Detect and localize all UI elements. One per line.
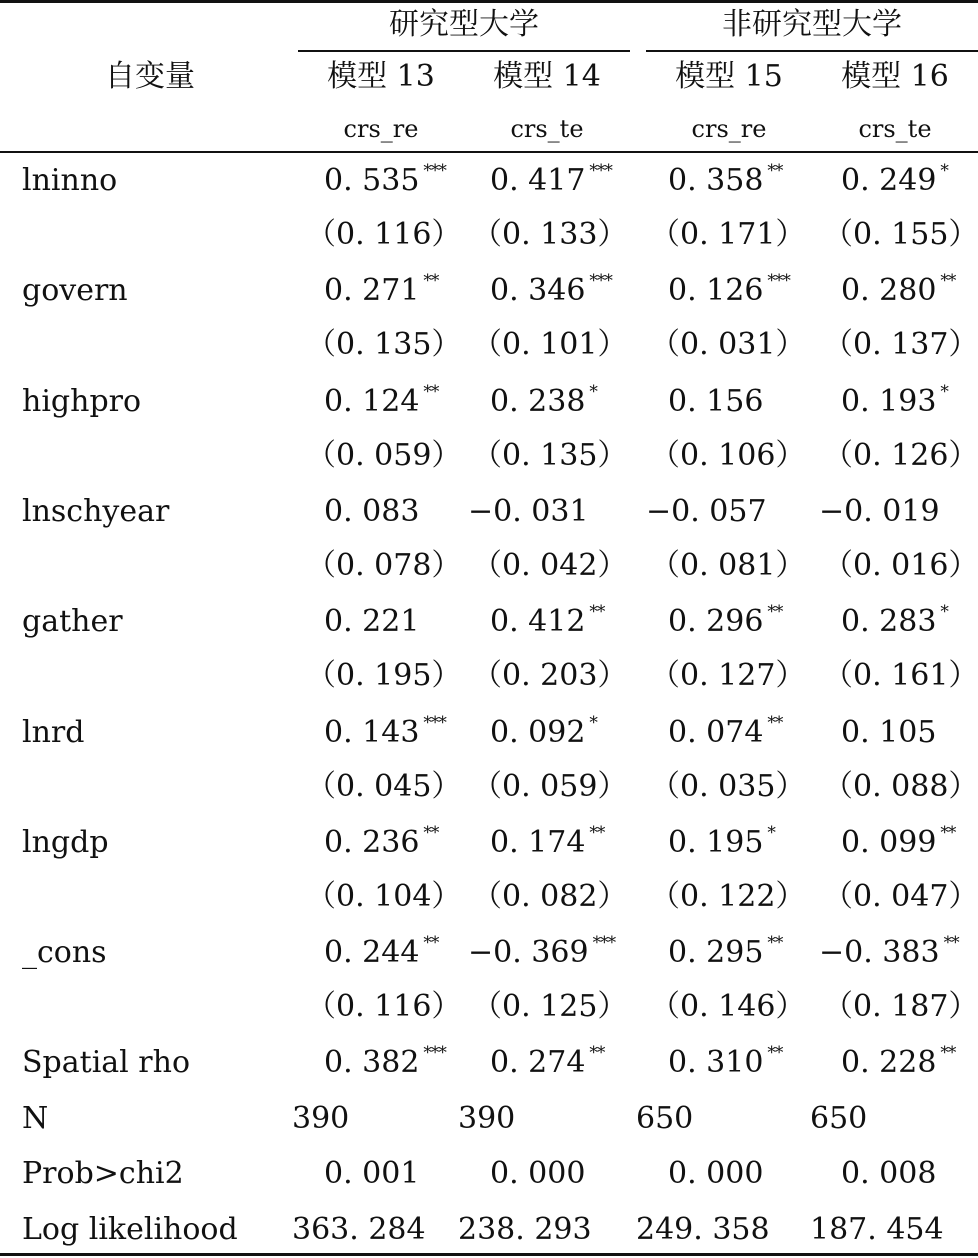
coefficient-cell — [324, 271, 439, 309]
coefficient-cell — [668, 383, 764, 419]
coefficient-cell — [668, 271, 790, 309]
group-underline-nonresearch — [646, 50, 978, 52]
standard-error-cell: （0. 045） — [306, 768, 462, 804]
coefficient-value: −0. 369 — [468, 935, 589, 971]
coefficient-value: 0. 174 — [490, 824, 586, 860]
coefficient-value: 0. 358 — [668, 163, 764, 198]
significance-stars: *** — [423, 712, 446, 733]
group-header-nonresearch: 非研究型大学 — [722, 7, 902, 42]
standard-error-cell: （0. 031） — [650, 327, 806, 363]
coefficient-value: 0. 271 — [324, 273, 420, 309]
coefficient-value: 0. 105 — [841, 714, 937, 750]
stat-value-cell — [292, 1100, 350, 1136]
variable-label-lnschyear: lnschyear — [22, 493, 170, 529]
coefficient-cell — [646, 493, 767, 529]
significance-stars: *** — [589, 271, 612, 292]
standard-error-cell: （0. 081） — [650, 547, 806, 583]
standard-error-cell: （0. 088） — [823, 768, 978, 804]
significance-stars: * — [940, 381, 948, 402]
standard-error-cell: （0. 195） — [306, 658, 462, 694]
model-14-dependent-var: crs_te — [510, 115, 584, 143]
standard-error-cell: （0. 082） — [472, 878, 628, 914]
standard-error-cell: （0. 155） — [823, 217, 978, 252]
coefficient-cell — [841, 822, 956, 860]
variable-label-lnrd: lnrd — [22, 714, 85, 750]
coefficient-value: −0. 383 — [819, 935, 940, 971]
significance-stars: *** — [423, 161, 446, 181]
stat-value-cell — [636, 1211, 770, 1247]
stat-value-cell — [324, 1043, 446, 1081]
coefficient-cell — [324, 493, 420, 529]
coefficient-cell — [324, 822, 439, 860]
coefficient-value: 0. 143 — [324, 714, 420, 750]
stat-label-loglikelihood: Log likelihood — [22, 1211, 238, 1247]
standard-error-cell: （0. 161） — [823, 658, 978, 694]
coefficient-value: 187. 454 — [810, 1211, 944, 1247]
coefficient-cell — [841, 602, 948, 640]
standard-error-cell: （0. 116） — [306, 989, 462, 1025]
stat-value-cell — [841, 1043, 956, 1081]
coefficient-value: 0. 193 — [841, 383, 937, 419]
coefficient-value: 0. 346 — [490, 273, 586, 309]
coefficient-cell — [490, 602, 605, 640]
model-16-dependent-var: crs_te — [858, 115, 932, 143]
coefficient-value: 390 — [292, 1100, 350, 1136]
significance-stars: * — [940, 161, 948, 181]
stat-value-cell — [458, 1211, 592, 1247]
coefficient-value: 0. 099 — [841, 824, 937, 860]
coefficient-cell — [324, 933, 439, 971]
header-rule — [0, 151, 978, 153]
coefficient-value: 0. 295 — [668, 935, 764, 971]
significance-stars: ** — [943, 933, 959, 954]
significance-stars: * — [940, 602, 948, 623]
coefficient-value: 650 — [810, 1100, 868, 1136]
coefficient-value: 0. 000 — [490, 1156, 586, 1192]
standard-error-cell: （0. 135） — [306, 327, 462, 363]
significance-stars: * — [589, 381, 597, 402]
coefficient-value: 0. 008 — [841, 1156, 937, 1192]
group-underline-research — [298, 50, 630, 52]
coefficient-cell — [819, 493, 940, 529]
significance-stars: ** — [767, 1043, 783, 1064]
coefficient-cell — [324, 381, 439, 419]
coefficient-cell — [490, 271, 612, 309]
variable-label-highpro: highpro — [22, 383, 142, 419]
standard-error-cell: （0. 106） — [650, 437, 806, 473]
standard-error-cell: （0. 047） — [823, 878, 978, 914]
stat-value-cell — [810, 1100, 868, 1136]
coefficient-value: 0. 283 — [841, 604, 937, 640]
standard-error-cell: （0. 016） — [823, 547, 978, 583]
independent-variable-header: 自变量 — [105, 59, 195, 94]
coefficient-cell — [490, 822, 605, 860]
coefficient-value: 0. 000 — [668, 1156, 764, 1192]
coefficient-value: 0. 228 — [841, 1045, 937, 1081]
coefficient-value: 0. 244 — [324, 935, 420, 971]
standard-error-cell: （0. 078） — [306, 547, 462, 583]
coefficient-value: −0. 019 — [819, 493, 940, 529]
coefficient-cell — [668, 161, 783, 198]
coefficient-cell — [324, 161, 446, 198]
coefficient-value: 390 — [458, 1100, 516, 1136]
significance-stars: ** — [767, 161, 783, 181]
variable-label-lngdp: lngdp — [22, 824, 109, 860]
stat-value-cell — [490, 1156, 586, 1192]
variable-label-govern: govern — [22, 273, 128, 309]
standard-error-cell: （0. 059） — [472, 768, 628, 804]
significance-stars: *** — [423, 1043, 446, 1064]
coefficient-value: 249. 358 — [636, 1211, 770, 1247]
stat-label-probchi2: Prob>chi2 — [22, 1156, 184, 1192]
standard-error-cell: （0. 042） — [472, 547, 628, 583]
coefficient-cell — [468, 933, 616, 971]
stat-value-cell — [668, 1043, 783, 1081]
standard-error-cell: （0. 203） — [472, 658, 628, 694]
coefficient-value: 0. 092 — [490, 714, 586, 750]
model-14-header: 模型 14 — [493, 59, 601, 94]
coefficient-value: 0. 310 — [668, 1045, 764, 1081]
stat-value-cell — [324, 1156, 420, 1192]
coefficient-cell — [490, 712, 597, 750]
coefficient-value: 0. 412 — [490, 604, 586, 640]
stat-value-cell — [490, 1043, 605, 1081]
coefficient-value: 0. 238 — [490, 383, 586, 419]
variable-label-lninno: lninno — [22, 163, 118, 198]
model-16-header: 模型 16 — [841, 59, 949, 94]
variable-label-cons: _cons — [22, 935, 107, 971]
variable-label-gather: gather — [22, 604, 123, 640]
significance-stars: ** — [423, 271, 439, 292]
stat-value-cell — [292, 1211, 426, 1247]
significance-stars: ** — [940, 271, 956, 292]
coefficient-value: 0. 221 — [324, 604, 420, 640]
coefficient-value: 0. 535 — [324, 163, 420, 198]
significance-stars: ** — [423, 933, 439, 954]
stat-value-cell — [668, 1156, 764, 1192]
coefficient-cell — [668, 602, 783, 640]
coefficient-cell — [841, 271, 956, 309]
standard-error-cell: （0. 146） — [650, 989, 806, 1025]
standard-error-cell: （0. 122） — [650, 878, 806, 914]
standard-error-cell: （0. 127） — [650, 658, 806, 694]
standard-error-cell: （0. 125） — [472, 989, 628, 1025]
significance-stars: ** — [589, 1043, 605, 1064]
coefficient-value: 238. 293 — [458, 1211, 592, 1247]
coefficient-cell — [841, 161, 948, 198]
significance-stars: *** — [589, 161, 612, 181]
significance-stars: ** — [423, 381, 439, 402]
standard-error-cell: （0. 104） — [306, 878, 462, 914]
model-13-dependent-var: crs_re — [343, 115, 419, 143]
standard-error-cell: （0. 035） — [650, 768, 806, 804]
coefficient-cell — [324, 712, 446, 750]
stat-value-cell — [636, 1100, 694, 1136]
coefficient-cell — [468, 493, 589, 529]
coefficient-value: 0. 236 — [324, 824, 420, 860]
standard-error-cell: （0. 116） — [306, 217, 462, 252]
top-rule — [0, 0, 978, 3]
bottom-rule — [0, 1253, 978, 1256]
standard-error-cell: （0. 133） — [472, 217, 628, 252]
stat-label-n: N — [22, 1100, 49, 1136]
coefficient-value: 650 — [636, 1100, 694, 1136]
coefficient-value: 0. 382 — [324, 1045, 420, 1081]
model-15-header: 模型 15 — [675, 59, 783, 94]
coefficient-cell — [668, 822, 775, 860]
coefficient-value: 0. 074 — [668, 714, 764, 750]
standard-error-cell: （0. 171） — [650, 217, 806, 252]
significance-stars: * — [767, 822, 775, 843]
significance-stars: * — [589, 712, 597, 733]
significance-stars: ** — [767, 933, 783, 954]
coefficient-value: 0. 001 — [324, 1156, 420, 1192]
significance-stars: ** — [940, 1043, 956, 1064]
coefficient-value: 0. 280 — [841, 273, 937, 309]
coefficient-value: 0. 417 — [490, 163, 586, 198]
significance-stars: ** — [767, 602, 783, 623]
significance-stars: *** — [592, 933, 616, 954]
coefficient-cell — [668, 712, 783, 750]
group-header-research: 研究型大学 — [389, 7, 539, 42]
coefficient-value: −0. 057 — [646, 493, 767, 529]
coefficient-cell — [490, 381, 597, 419]
coefficient-value: 363. 284 — [292, 1211, 426, 1247]
coefficient-value: 0. 195 — [668, 824, 764, 860]
coefficient-value: 0. 249 — [841, 163, 937, 198]
coefficient-value: 0. 124 — [324, 383, 420, 419]
coefficient-cell — [841, 381, 948, 419]
coefficient-cell — [668, 933, 783, 971]
standard-error-cell: （0. 187） — [823, 989, 978, 1025]
coefficient-value: 0. 083 — [324, 493, 420, 529]
standard-error-cell: （0. 126） — [823, 437, 978, 473]
model-13-header: 模型 13 — [327, 59, 435, 94]
significance-stars: ** — [589, 602, 605, 623]
coefficient-value: 0. 156 — [668, 383, 764, 419]
stat-value-cell — [841, 1156, 937, 1192]
standard-error-cell: （0. 101） — [472, 327, 628, 363]
stat-value-cell — [810, 1211, 944, 1247]
coefficient-value: 0. 126 — [668, 273, 764, 309]
coefficient-cell — [490, 161, 612, 198]
significance-stars: ** — [589, 822, 605, 843]
coefficient-cell — [841, 714, 937, 750]
significance-stars: ** — [767, 712, 783, 733]
standard-error-cell: （0. 137） — [823, 327, 978, 363]
coefficient-value: −0. 031 — [468, 493, 589, 529]
coefficient-value: 0. 296 — [668, 604, 764, 640]
stat-label-spatialrho: Spatial rho — [22, 1045, 191, 1081]
coefficient-cell — [819, 933, 959, 971]
coefficient-cell — [324, 604, 420, 640]
standard-error-cell: （0. 059） — [306, 437, 462, 473]
significance-stars: ** — [940, 822, 956, 843]
significance-stars: *** — [767, 271, 790, 292]
significance-stars: ** — [423, 822, 439, 843]
model-15-dependent-var: crs_re — [691, 115, 767, 143]
coefficient-value: 0. 274 — [490, 1045, 586, 1081]
standard-error-cell: （0. 135） — [472, 437, 628, 473]
stat-value-cell — [458, 1100, 516, 1136]
